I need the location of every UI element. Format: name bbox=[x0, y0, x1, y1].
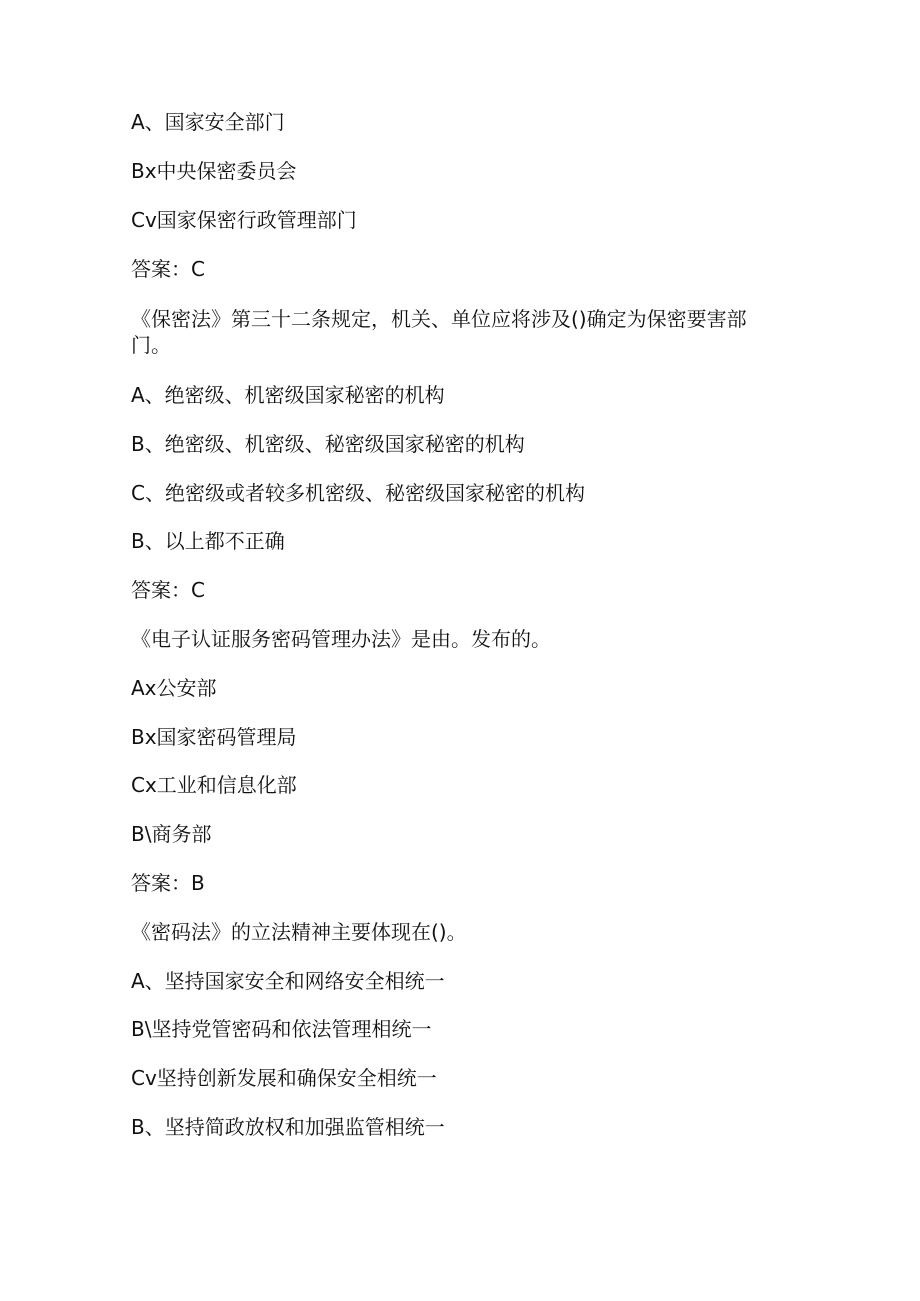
option-line: B\商务部 bbox=[131, 822, 212, 846]
option-line: Ax公安部 bbox=[131, 676, 217, 700]
option-line: B、以上都不正确 bbox=[131, 529, 285, 553]
option-line: B、绝密级、机密级、秘密级国家秘密的机构 bbox=[131, 432, 525, 456]
option-line: Cv国家保密行政管理部门 bbox=[131, 208, 357, 232]
question-line: 《保密法》第三十二条规定，机关、单位应将涉及()确定为保密要害部门。 bbox=[131, 307, 747, 357]
answer-line: 答案：C bbox=[131, 257, 205, 281]
option-line: A、国家安全部门 bbox=[131, 110, 285, 134]
answer-line: 答案：B bbox=[131, 871, 205, 895]
option-line: A、坚持国家安全和网络安全相统一 bbox=[131, 969, 445, 993]
option-line: Bx国家密码管理局 bbox=[131, 725, 297, 749]
option-line: C、绝密级或者较多机密级、秘密级国家秘密的机构 bbox=[131, 481, 585, 505]
option-line: A、绝密级、机密级国家秘密的机构 bbox=[131, 383, 445, 407]
option-line: Cx工业和信息化部 bbox=[131, 773, 297, 797]
answer-line: 答案：C bbox=[131, 578, 205, 602]
question-line: 《电子认证服务密码管理办法》是由。发布的。 bbox=[131, 627, 551, 651]
option-line: Cv坚持创新发展和确保安全相统一 bbox=[131, 1066, 437, 1090]
option-line: Bx中央保密委员会 bbox=[131, 159, 297, 183]
question-line: 《密码法》的立法精神主要体现在()。 bbox=[131, 920, 467, 944]
option-line: B、坚持简政放权和加强监管相统一 bbox=[131, 1115, 445, 1139]
option-line: B\坚持党管密码和依法管理相统一 bbox=[131, 1017, 432, 1041]
